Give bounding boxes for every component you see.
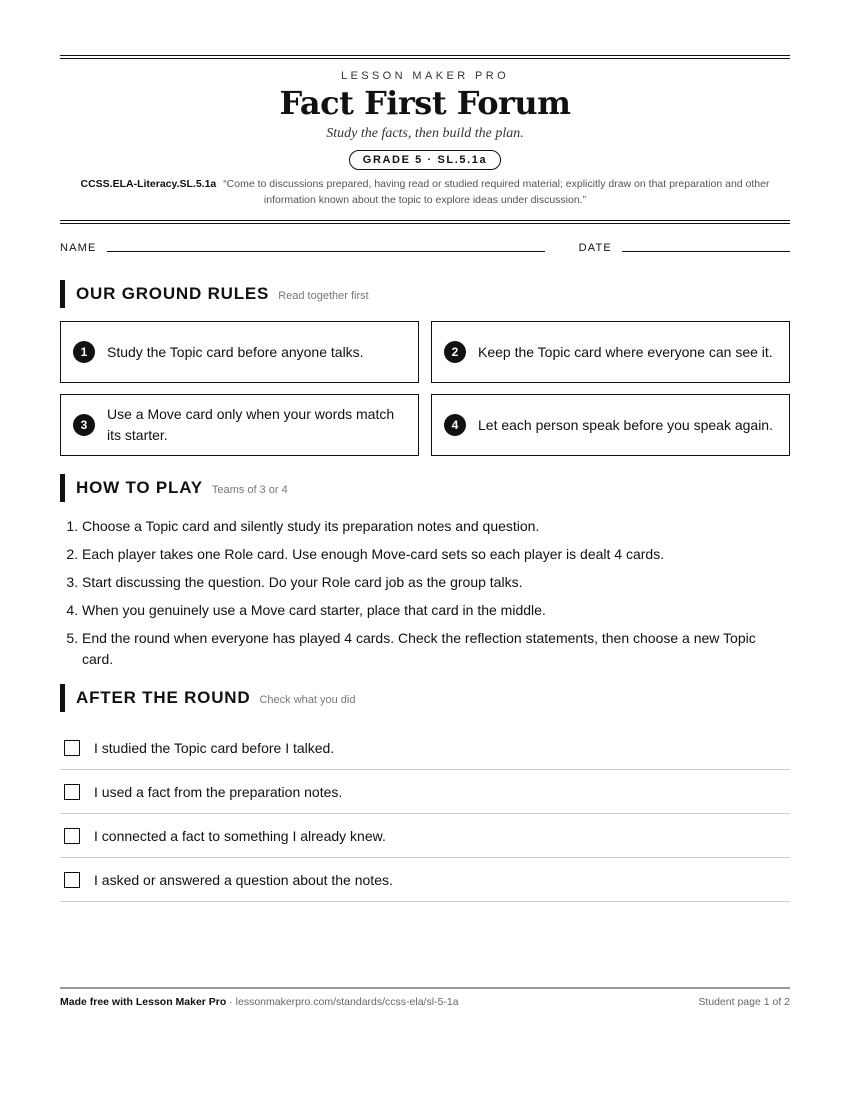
top-double-rule (60, 55, 790, 59)
step-item: 5. End the round when everyone has played 4 cards. Check the reflection statements, then choose a new Topic card. (82, 628, 790, 670)
name-line[interactable] (107, 250, 545, 252)
standard-statement (60, 176, 790, 208)
checkbox[interactable] (64, 828, 80, 844)
after-round-heading (60, 684, 790, 712)
page-footer (60, 987, 790, 1008)
section-note: Read together first (278, 289, 369, 302)
ground-rule-card (431, 394, 790, 456)
ground-rules-heading (60, 280, 790, 308)
rule-text: Use a Move card only when your words match its starter. (107, 406, 395, 443)
page-subtitle: Study the facts, then build the plan. (326, 126, 524, 141)
brand-name: LESSON MAKER PRO (340, 70, 510, 82)
ground-rule-card (60, 394, 419, 456)
checkbox[interactable] (64, 784, 80, 800)
how-to-play-heading (60, 474, 790, 502)
step-item: 1. Choose a Topic card and silently study its preparation notes and question. (82, 516, 790, 537)
checklist-item (60, 814, 790, 858)
footer-credit (60, 996, 459, 1008)
step-item: 3. Start discussing the question. Do your Role card job as the group talks. (82, 572, 790, 593)
header-bottom-rule (60, 220, 790, 224)
ground-rule-card (60, 321, 419, 383)
footer-url[interactable]: · lessonmakerpro.com/standards/ccss-ela/sl-5-1a (226, 996, 459, 1008)
checklist-item (60, 858, 790, 902)
section-title: HOW TO PLAY (76, 478, 203, 497)
checklist-text: I asked or answered a question about the notes. (94, 871, 393, 888)
page-title: Fact First Forum (279, 84, 571, 122)
how-to-play-steps (60, 516, 790, 670)
checkbox[interactable] (64, 872, 80, 888)
step-item: 4. When you genuinely use a Move card starter, place that card in the middle. (82, 600, 790, 621)
page-number: Student page 1 of 2 (698, 996, 790, 1008)
rule-number-badge: 3 (73, 414, 95, 436)
step-item: 2. Each player takes one Role card. Use enough Move-card sets so each player is dealt 4 cards. (82, 544, 790, 565)
reflection-checklist (60, 726, 790, 902)
grade-badge: GRADE 5 · SL.5.1a (349, 150, 501, 170)
name-date-row (60, 242, 790, 254)
section-title: OUR GROUND RULES (76, 284, 270, 303)
name-label: NAME (60, 242, 97, 254)
section-title: AFTER THE ROUND (76, 688, 251, 707)
checklist-text: I connected a fact to something I already knew. (94, 827, 386, 844)
rule-text: Study the Topic card before anyone talks. (107, 343, 364, 360)
date-label: DATE (578, 242, 612, 254)
section-note: Check what you did (259, 693, 356, 706)
checklist-text: I used a fact from the preparation notes. (94, 783, 343, 800)
section-bar (60, 474, 65, 502)
date-line[interactable] (622, 250, 790, 252)
section-bar (60, 684, 65, 712)
rule-text: Keep the Topic card where everyone can see it. (478, 343, 773, 360)
standard-code: CCSS.ELA-Literacy.SL.5.1a (80, 178, 217, 190)
checklist-item (60, 726, 790, 770)
checklist-text: I studied the Topic card before I talked. (94, 739, 335, 756)
checkbox[interactable] (64, 740, 80, 756)
rule-number-badge: 4 (444, 414, 466, 436)
checklist-item (60, 770, 790, 814)
worksheet-page (60, 55, 790, 902)
rule-number-badge: 1 (73, 341, 95, 363)
section-note: Teams of 3 or 4 (211, 483, 288, 496)
section-bar (60, 280, 65, 308)
made-with-text: Made free with Lesson Maker Pro (60, 996, 227, 1008)
ground-rule-card (431, 321, 790, 383)
standard-text: “Come to discussions prepared, having read or studied required material; explicitly draw on that preparation and other information known about the topic to explore ideas under discussion.” (223, 178, 770, 206)
rule-text: Let each person speak before you speak again. (478, 416, 773, 433)
rule-number-badge: 2 (444, 341, 466, 363)
ground-rules-grid (60, 321, 790, 456)
